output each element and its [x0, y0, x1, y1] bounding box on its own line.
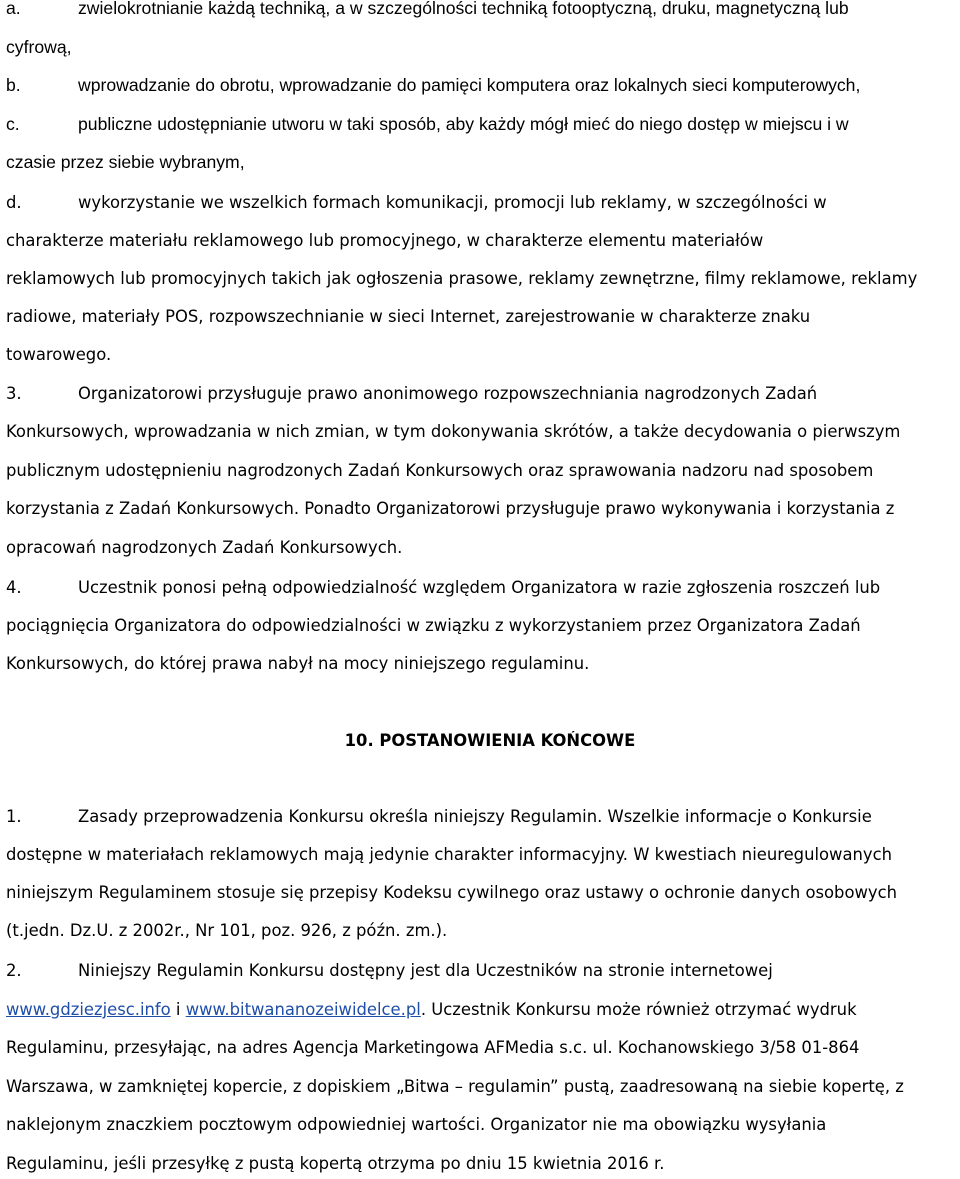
paragraph-text: naklejonym znaczkiem pocztowym odpowiedniej wartości. Organizator nie ma obowiązku wysyłania	[6, 1115, 827, 1134]
paragraph-4	[6, 577, 880, 599]
paragraph-text: niniejszym Regulaminem stosuje się przepisy Kodeksu cywilnego oraz ustawy o ochronie danych osobowych	[6, 883, 897, 902]
section10-paragraph-1-line	[6, 920, 447, 942]
list-item-text: wprowadzanie do obrotu, wprowadzanie do pamięci komputera oraz lokalnych sieci komputerowych,	[78, 75, 861, 95]
link-bitwananozeiwidelce[interactable]: www.bitwananozeiwidelce.pl	[185, 1000, 421, 1019]
paragraph-text: Regulaminu, jeśli przesyłkę z pustą kopertą otrzyma po dniu 15 kwietnia 2016 r.	[6, 1154, 665, 1173]
list-marker: c.	[6, 114, 20, 134]
list-item-a-continuation	[6, 36, 72, 58]
paragraph-text: Konkursowych, wprowadzania w nich zmian, w tym dokonywania skrótów, a także decydowania o pierwszym	[6, 422, 901, 441]
paragraph-text: Organizatorowi przysługuje prawo anonimowego rozpowszechniania nagrodzonych Zadań	[78, 384, 818, 403]
link-gdziezjesc[interactable]: www.gdziezjesc.info	[6, 1000, 171, 1019]
section10-paragraph-1	[6, 806, 872, 828]
paragraph-text: Zasady przeprowadzenia Konkursu określa niniejszy Regulamin. Wszelkie informacje o Konkursie	[78, 807, 872, 826]
list-item-text: zwielokrotnianie każdą techniką, a w szczególności techniką fotooptyczną, druku, magnetyczną lub	[78, 0, 849, 18]
paragraph-text: dostępne w materiałach reklamowych mają jedynie charakter informacyjny. W kwestiach nieuregulowanych	[6, 845, 892, 864]
paragraph-4-line	[6, 653, 589, 675]
paragraph-number: 3.	[6, 384, 22, 403]
section10-paragraph-2-line	[6, 1037, 859, 1059]
paragraph-number: 2.	[6, 961, 22, 980]
paragraph-3-line	[6, 498, 894, 520]
section10-paragraph-2-line	[6, 1153, 664, 1175]
list-item-text: wykorzystanie we wszelkich formach komunikacji, promocji lub reklamy, w szczególności w	[78, 193, 827, 212]
list-item-c	[6, 113, 849, 135]
list-item-d-line	[6, 344, 111, 366]
paragraph-text: korzystania z Zadań Konkursowych. Ponadto Organizatorowi przysługuje prawo wykonywania i korzystania z	[6, 499, 895, 518]
list-item-d-line	[6, 268, 917, 290]
paragraph-4-line	[6, 615, 861, 637]
list-marker: b.	[6, 75, 21, 95]
section-heading	[0, 730, 958, 752]
paragraph-text: opracowań nagrodzonych Zadań Konkursowych.	[6, 538, 403, 557]
section10-paragraph-2-line	[6, 999, 857, 1021]
list-item-text: charakterze materiału reklamowego lub promocyjnego, w charakterze elementu materiałów	[6, 231, 764, 250]
paragraph-number: 1.	[6, 807, 22, 826]
paragraph-3	[6, 383, 817, 405]
paragraph-number: 4.	[6, 578, 22, 597]
section10-paragraph-1-line	[6, 844, 892, 866]
list-item-d	[6, 192, 827, 214]
list-item-text: reklamowych lub promocyjnych takich jak ogłoszenia prasowe, reklamy zewnętrzne, filmy reklamowe, reklamy	[6, 269, 918, 288]
section-title: 10. POSTANOWIENIA KOŃCOWE	[344, 731, 636, 750]
paragraph-text: Niniejszy Regulamin Konkursu dostępny jest dla Uczestników na stronie internetowej	[78, 961, 773, 980]
paragraph-text: (t.jedn. Dz.U. z 2002r., Nr 101, poz. 926, z późn. zm.).	[6, 921, 448, 940]
paragraph-text: . Uczestnik Konkursu może również otrzymać wydruk	[420, 1000, 857, 1019]
paragraph-text: Regulaminu, przesyłając, na adres Agencja Marketingowa AFMedia s.c. ul. Kochanowskiego 3/58 01-864	[6, 1038, 860, 1057]
section10-paragraph-2-line	[6, 1076, 904, 1098]
list-item-d-line	[6, 306, 810, 328]
paragraph-3-line	[6, 460, 873, 482]
link-separator: i	[170, 1000, 186, 1019]
paragraph-text: pociągnięcia Organizatora do odpowiedzialności w związku z wykorzystaniem przez Organizatora Zadań	[6, 616, 861, 635]
list-item-text: radiowe, materiały POS, rozpowszechnianie w sieci Internet, zarejestrowanie w charakterze znaku	[6, 307, 811, 326]
section10-paragraph-2	[6, 960, 773, 982]
list-item-text: czasie przez siebie wybranym,	[6, 152, 245, 172]
section10-paragraph-1-line	[6, 882, 897, 904]
list-marker: d.	[6, 193, 22, 212]
paragraph-text: Uczestnik ponosi pełną odpowiedzialność względem Organizatora w razie zgłoszenia roszczeń lub	[78, 578, 881, 597]
paragraph-text: Warszawa, w zamkniętej kopercie, z dopiskiem „Bitwa – regulamin” pustą, zaadresowaną na siebie kopertę, z	[6, 1077, 904, 1096]
paragraph-text: Konkursowych, do której prawa nabył na mocy niniejszego regulaminu.	[6, 654, 590, 673]
paragraph-3-line	[6, 537, 402, 559]
list-item-d-line	[6, 230, 763, 252]
list-item-a	[6, 0, 849, 19]
list-item-text: cyfrową,	[6, 37, 72, 57]
list-item-c-continuation	[6, 151, 245, 173]
list-item-b	[6, 74, 860, 96]
list-item-text: publiczne udostępnianie utworu w taki sposób, aby każdy mógł mieć do niego dostęp w miejscu i w	[78, 114, 849, 134]
list-marker: a.	[6, 0, 21, 18]
section10-paragraph-2-line	[6, 1114, 826, 1136]
paragraph-text: publicznym udostępnieniu nagrodzonych Zadań Konkursowych oraz sprawowania nadzoru nad sposobem	[6, 461, 874, 480]
list-item-text: towarowego.	[6, 345, 112, 364]
paragraph-3-line	[6, 421, 900, 443]
